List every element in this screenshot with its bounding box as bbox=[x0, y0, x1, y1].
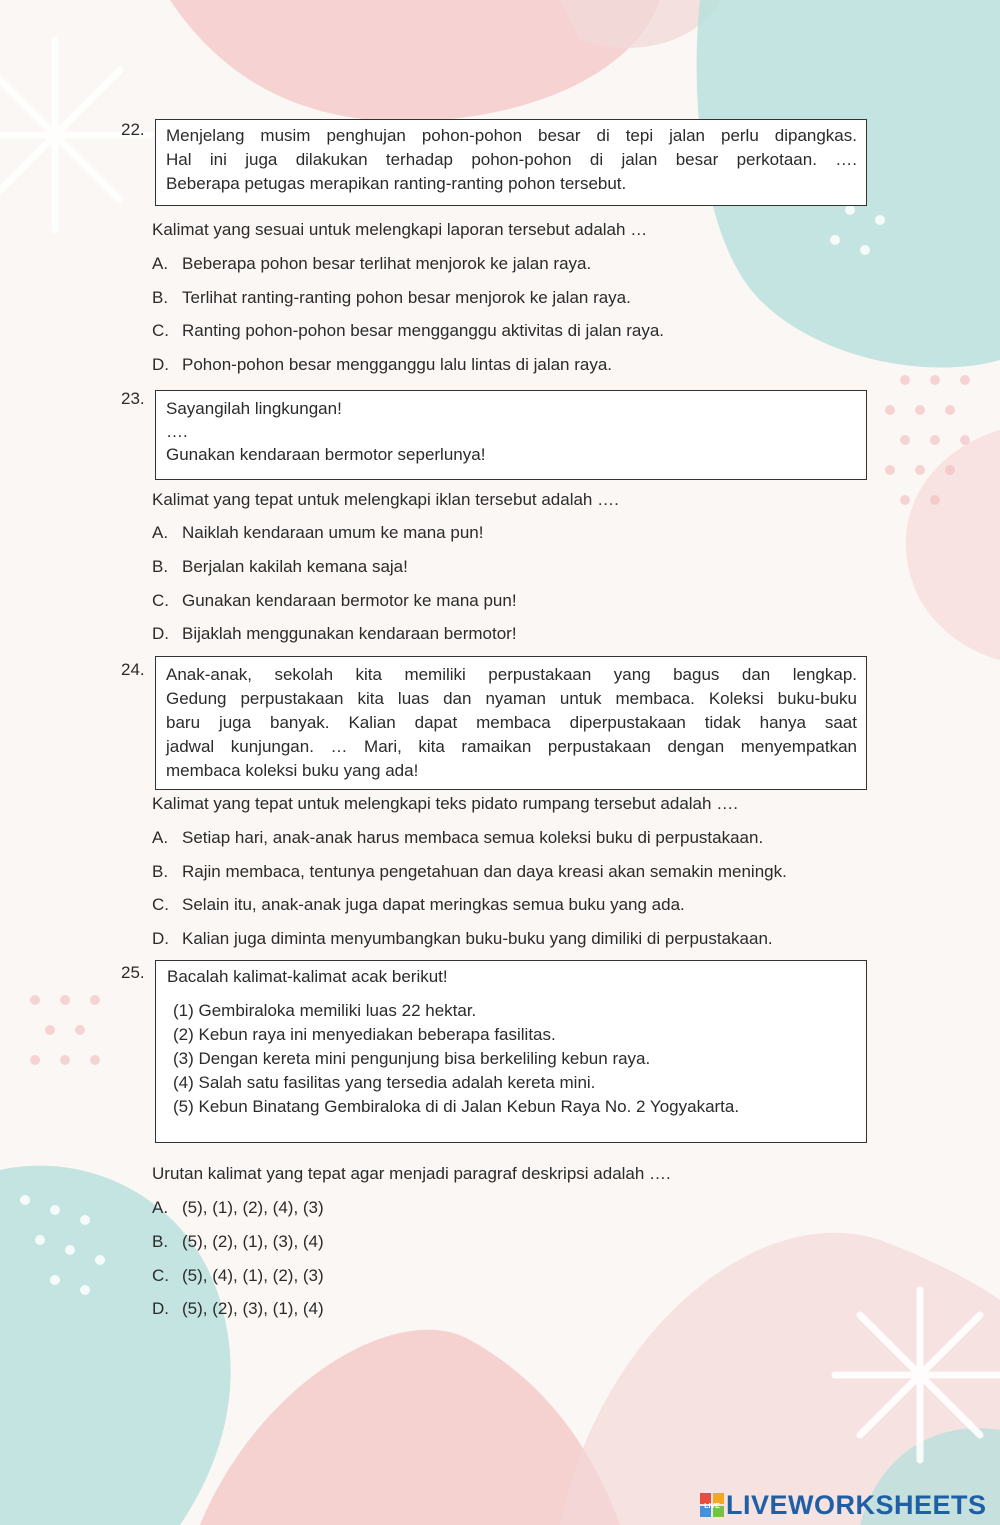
question-23-option-d[interactable]: D. Bijaklah menggunakan kendaraan bermotor! bbox=[152, 624, 517, 643]
question-22-box-line: Beberapa petugas merapikan ranting-ranting pohon tersebut. bbox=[166, 174, 627, 193]
question-24-option-d[interactable]: D. Kalian juga diminta menyumbangkan buku-buku yang dimiliki di perpustakaan. bbox=[152, 929, 773, 948]
question-25-option-c[interactable]: C. (5), (4), (1), (2), (3) bbox=[152, 1266, 324, 1285]
question-24-number: 24. bbox=[121, 660, 145, 679]
question-24-text-box bbox=[155, 656, 867, 790]
question-24-box-line: baru juga banyak. Kalian dapat membaca diperpustakaan tidak hanya saat bbox=[166, 713, 857, 732]
question-24-option-c[interactable]: C. Selain itu, anak-anak juga dapat meringkas semua buku yang ada. bbox=[152, 895, 685, 914]
liveworksheets-icon bbox=[700, 1493, 724, 1517]
question-23-text-box bbox=[155, 390, 867, 480]
question-23-option-a[interactable]: A. Naiklah kendaraan umum ke mana pun! bbox=[152, 523, 484, 542]
question-24-prompt: Kalimat yang tepat untuk melengkapi teks pidato rumpang tersebut adalah …. bbox=[152, 794, 738, 813]
question-23-option-c[interactable]: C. Gunakan kendaraan bermotor ke mana pun! bbox=[152, 591, 517, 610]
question-24-box-line: jadwal kunjungan. … Mari, kita ramaikan perpustakaan dengan menyempatkan bbox=[166, 737, 857, 756]
liveworksheets-wordmark: LIVEWORKSHEETS bbox=[726, 1489, 987, 1520]
question-23-number: 23. bbox=[121, 389, 145, 408]
question-22-box-line: Hal ini juga dilakukan terhadap pohon-pohon di jalan besar perkotaan. …. bbox=[166, 150, 857, 169]
question-22-option-b[interactable]: B. Terlihat ranting-ranting pohon besar menjorok ke jalan raya. bbox=[152, 288, 631, 307]
question-25-text-box bbox=[155, 960, 867, 1143]
question-25-sentence: (4) Salah satu fasilitas yang tersedia adalah kereta mini. bbox=[173, 1073, 596, 1092]
question-25-number: 25. bbox=[121, 963, 145, 982]
question-25-sentence: (2) Kebun raya ini menyediakan beberapa fasilitas. bbox=[173, 1025, 556, 1044]
question-23-box-line: …. bbox=[166, 422, 188, 441]
question-24-box-line: membaca koleksi buku yang ada! bbox=[166, 761, 419, 780]
question-23-box-line: Gunakan kendaraan bermotor seperlunya! bbox=[166, 445, 486, 464]
question-25-option-d[interactable]: D. (5), (2), (3), (1), (4) bbox=[152, 1299, 324, 1318]
question-22-option-a[interactable]: A. Beberapa pohon besar terlihat menjorok ke jalan raya. bbox=[152, 254, 592, 273]
question-22-number: 22. bbox=[121, 120, 145, 139]
question-23-box-line: Sayangilah lingkungan! bbox=[166, 399, 342, 418]
question-25-sentence: (5) Kebun Binatang Gembiraloka di di Jalan Kebun Raya No. 2 Yogyakarta. bbox=[173, 1097, 740, 1116]
question-25-sentence: (1) Gembiraloka memiliki luas 22 hektar. bbox=[173, 1001, 477, 1020]
question-24-box-line: Gedung perpustakaan kita luas dan nyaman untuk membaca. Koleksi buku-buku bbox=[166, 689, 857, 708]
question-22-option-d[interactable]: D. Pohon-pohon besar mengganggu lalu lintas di jalan raya. bbox=[152, 355, 613, 374]
question-25-box-title: Bacalah kalimat-kalimat acak berikut! bbox=[167, 967, 448, 986]
question-23-prompt: Kalimat yang tepat untuk melengkapi iklan tersebut adalah …. bbox=[152, 490, 619, 509]
question-24-option-a[interactable]: A. Setiap hari, anak-anak harus membaca semua koleksi buku di perpustakaan. bbox=[152, 828, 764, 847]
question-23-option-b[interactable]: B. Berjalan kakilah kemana saja! bbox=[152, 557, 408, 576]
question-24-option-b[interactable]: B. Rajin membaca, tentunya pengetahuan dan daya kreasi akan semakin meningk. bbox=[152, 862, 787, 881]
question-22-option-c[interactable]: C. Ranting pohon-pohon besar mengganggu aktivitas di jalan raya. bbox=[152, 321, 664, 340]
question-24-box-line: Anak-anak, sekolah kita memiliki perpustakaan yang bagus dan lengkap. bbox=[166, 665, 857, 684]
question-22-prompt: Kalimat yang sesuai untuk melengkapi laporan tersebut adalah … bbox=[152, 220, 648, 239]
liveworksheets-logo bbox=[700, 1490, 987, 1520]
question-25-option-a[interactable]: A. (5), (1), (2), (4), (3) bbox=[152, 1198, 324, 1217]
svg-text:LIVE: LIVE bbox=[704, 1503, 720, 1510]
question-22-text-box bbox=[155, 119, 867, 206]
question-22-box-line: Menjelang musim penghujan pohon-pohon besar di tepi jalan perlu dipangkas. bbox=[166, 126, 857, 145]
question-25-prompt: Urutan kalimat yang tepat agar menjadi paragraf deskripsi adalah …. bbox=[152, 1164, 671, 1183]
question-25-sentence: (3) Dengan kereta mini pengunjung bisa berkeliling kebun raya. bbox=[173, 1049, 651, 1068]
question-25-option-b[interactable]: B. (5), (2), (1), (3), (4) bbox=[152, 1232, 324, 1251]
